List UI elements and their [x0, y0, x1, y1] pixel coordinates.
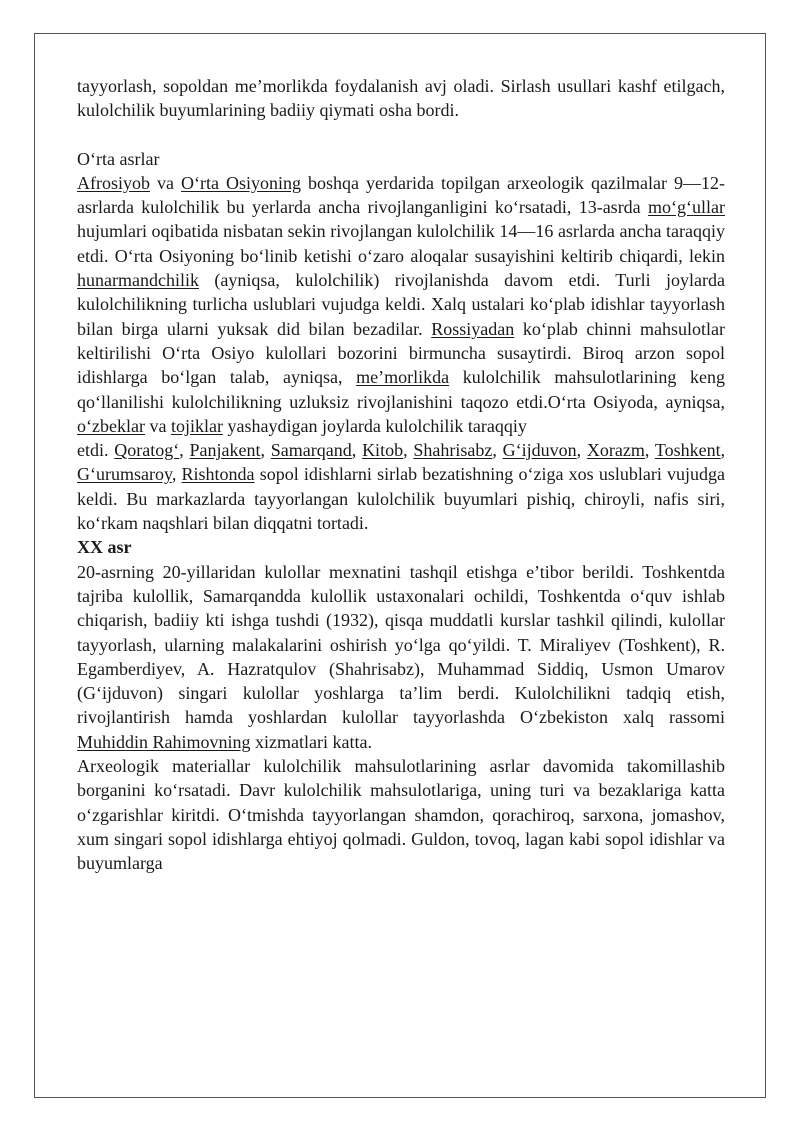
- text-run: kulolchilik mahsulotlarining keng qo‘llanilishi kulolchilikning uzluksiz rivojlanishini taqozo etdi.O‘rta Osiyoda, ayniqsa,: [77, 367, 725, 412]
- intro-paragraph: [77, 74, 725, 123]
- separator: ,: [492, 440, 503, 461]
- link-xorazm[interactable]: Xorazm: [586, 440, 645, 461]
- text-run: Arxeologik materiallar kulolchilik mahsulotlarining asrlar davomida takomillashib borganini ko‘rsatadi. Davr kulolchilik mahsulotlariga, uning turi va bezaklariga katta o‘zgarishlar kiritdi. O‘tmishda tayyorlangan shamdon, qorachiroq, sarxona, jomashov, xum singari sopol idishlarga ehtiyoj qolmadi. Guldon, tovoq, lagan kabi sopol idishlar va buyumlarga: [77, 756, 725, 874]
- link-rossiyadan[interactable]: Rossiyadan: [431, 318, 515, 339]
- separator: ,: [171, 464, 182, 485]
- intro-text: tayyorlash, sopoldan me’morlikda foydalanish avj oladi. Sirlash usullari kashf etilgach, kulolchilik buyumlarining badiiy qiymati osha bordi.: [77, 76, 725, 121]
- link-toshkent[interactable]: Toshkent: [654, 440, 721, 461]
- separator: ,: [576, 440, 587, 461]
- link-rishtonda[interactable]: Rishtonda: [181, 464, 255, 485]
- link-ozbeklar[interactable]: o‘zbeklar: [77, 415, 145, 436]
- separator: ,: [351, 440, 363, 461]
- medieval-paragraph-2: [77, 438, 725, 535]
- text-run: yashaydigan joylarda kulolchilik taraqqiy: [222, 415, 527, 436]
- document-body: [77, 74, 725, 876]
- link-samarqand[interactable]: Samarqand: [270, 440, 352, 461]
- link-orta-osiyoning[interactable]: O‘rta Osiyoning: [181, 172, 302, 193]
- link-gijduvon[interactable]: G‘ijduvon: [502, 440, 577, 461]
- text-run: ko‘plab chinni mahsulotlar keltirilishi O‘rta Osiyo kulollari bozorini birmuncha susaytirdi. Biroq arzon sopol idishlarga bo‘lgan talab, ayniqsa,: [77, 318, 725, 388]
- text-run: 20-asrning 20-yillaridan kulollar mexnatini tashqil etishga e’tibor berildi. Toshkentda tajriba kulollik, Samarqandda kulollik ustaxonalari ochildi, Toshkentda o‘quv ishlab chiqarish, badiiy kti ishga tushdi (1932), qisqa muddatli kurslar tashkil qilindi, kulollar tayyorlash, ularning malakalarini oshirish yo‘lga qo‘yildi. T. Miraliyev (Toshkent), R. Egamberdiyev, A. Hazratqulov (Shahrisabz), Muhammad Siddiq, Usmon Umarov (G‘ijduvon) singari kulollar yoshlarga ta’lim berdi. Kulolchilikni tadqiq etish, rivojlantirish hamda yoshlardan kulollar tayyorlashda O‘zbekiston xalq rassomi: [77, 561, 725, 728]
- text-run: (ayniqsa, kulolchilik) rivojlanishda davom etdi. Turli joylarda kulolchilikning turlicha uslublari vujudga keldi. Xalq ustalari ko‘plab idishlar tayyorlash bilan birga ularni yuksak did bilan bezadilar.: [77, 270, 725, 339]
- link-hunarmandchilik[interactable]: hunarmandchilik: [77, 270, 199, 291]
- text-run: va: [150, 172, 182, 193]
- separator: ,: [260, 440, 271, 461]
- text-run: hujumlari oqibatida nisbatan sekin rivojlangan kulolchilik 14—16 asrlarda ancha taraqqiy etdi. O‘rta Osiyoning bo‘linib ketishi o‘zaro aloqalar susayishini keltirib chiqardi, lekin: [77, 221, 725, 266]
- heading-xx-century: XX asr: [77, 537, 132, 558]
- link-memorlikda[interactable]: me’morlikda: [356, 367, 450, 388]
- link-gurumsaroy[interactable]: G‘urumsaroy: [77, 464, 172, 485]
- xx-paragraph-1: [77, 560, 725, 754]
- text-run: boshqa yerdarida topilgan arxeologik qazilmalar 9—12-asrlarda kulolchilik bu yerlarda ancha rivojlanganligini ko‘rsatadi, 13-asrda: [77, 172, 725, 218]
- text-run: etdi.: [77, 440, 115, 461]
- xx-paragraph-2: [77, 754, 725, 875]
- text-run: sopol idishlarni sirlab bezatishning o‘ziga xos uslublari vujudga keldi. Bu markazlarda tayyorlangan kulolchilik buyumlari pishiq, chiroyli, nafis siri, ko‘rkam naqshlari bilan diqqatni tortadi.: [77, 464, 725, 534]
- link-mogullar[interactable]: mo‘g‘ullar: [648, 197, 725, 218]
- link-muhiddin-rahimov[interactable]: Muhiddin Rahimovning: [77, 731, 251, 752]
- link-qoratog[interactable]: Qoratog‘: [114, 440, 180, 461]
- heading-medieval: O‘rta asrlar: [77, 148, 160, 169]
- paragraph-gap: [77, 123, 725, 147]
- link-shahrisabz[interactable]: Shahrisabz: [413, 440, 493, 461]
- separator: ,: [644, 440, 655, 461]
- link-tojiklar[interactable]: tojiklar: [170, 415, 223, 436]
- separator: ,: [403, 440, 414, 461]
- link-panjakent[interactable]: Panjakent: [189, 440, 261, 461]
- link-afrosiyob[interactable]: Afrosiyob: [77, 172, 150, 193]
- separator: ,: [720, 440, 726, 461]
- link-kitob[interactable]: Kitob: [362, 440, 404, 461]
- medieval-paragraph-1: [77, 171, 725, 438]
- text-run: xizmatlari katta.: [250, 731, 372, 752]
- text-run: va: [144, 415, 171, 436]
- separator: ,: [179, 440, 190, 461]
